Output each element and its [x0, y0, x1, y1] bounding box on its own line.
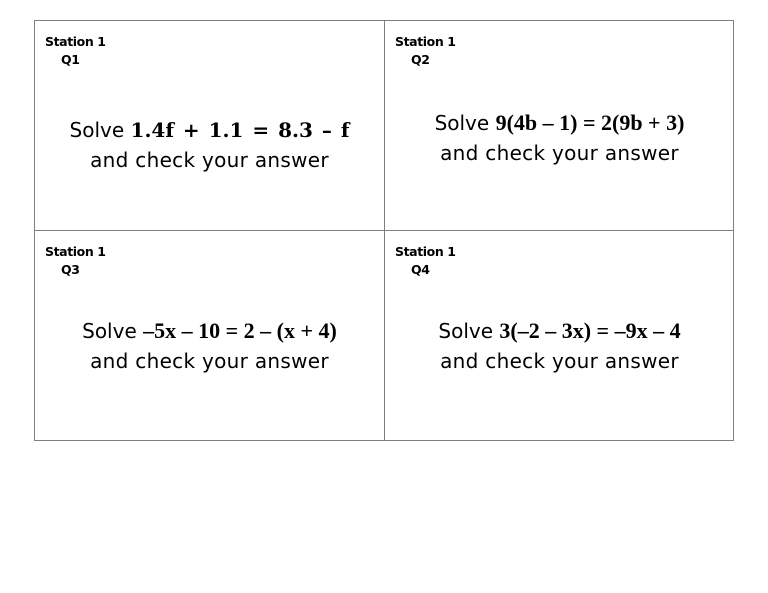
station-label: Station 1 — [395, 244, 456, 259]
problem-line — [35, 115, 384, 145]
solve-label: Solve — [434, 111, 490, 135]
problem-line — [385, 108, 734, 138]
question-number: Q1 — [61, 52, 80, 67]
equation: 9(4b – 1) = 2(9b + 3) — [495, 110, 685, 135]
instruction-text: and check your answer — [90, 148, 329, 172]
problem-line — [35, 316, 384, 346]
problem-body — [35, 115, 384, 175]
question-number: Q3 — [61, 262, 80, 277]
station-label: Station 1 — [45, 244, 106, 259]
problem-body — [385, 316, 734, 376]
task-card-q3 — [35, 231, 385, 440]
problem-line — [385, 316, 734, 346]
station-label: Station 1 — [395, 34, 456, 49]
problem-body — [385, 108, 734, 168]
instruction-text: and check your answer — [90, 349, 329, 373]
question-number: Q4 — [411, 262, 430, 277]
equation: 3(–2 – 3x) = –9x – 4 — [499, 318, 681, 343]
task-card-grid — [34, 20, 734, 441]
task-card-q4 — [385, 231, 734, 440]
problem-body — [35, 316, 384, 376]
equation: –5x – 10 = 2 – (x + 4) — [143, 318, 337, 343]
instruction-text: and check your answer — [440, 349, 679, 373]
equation: 1.4f + 1.1 = 8.3 – f — [130, 118, 350, 142]
station-label: Station 1 — [45, 34, 106, 49]
solve-label: Solve — [438, 319, 494, 343]
task-card-q1 — [35, 21, 385, 231]
instruction-text: and check your answer — [440, 141, 679, 165]
task-card-q2 — [385, 21, 734, 231]
question-number: Q2 — [411, 52, 430, 67]
solve-label: Solve — [82, 319, 137, 343]
solve-label: Solve — [69, 118, 125, 142]
